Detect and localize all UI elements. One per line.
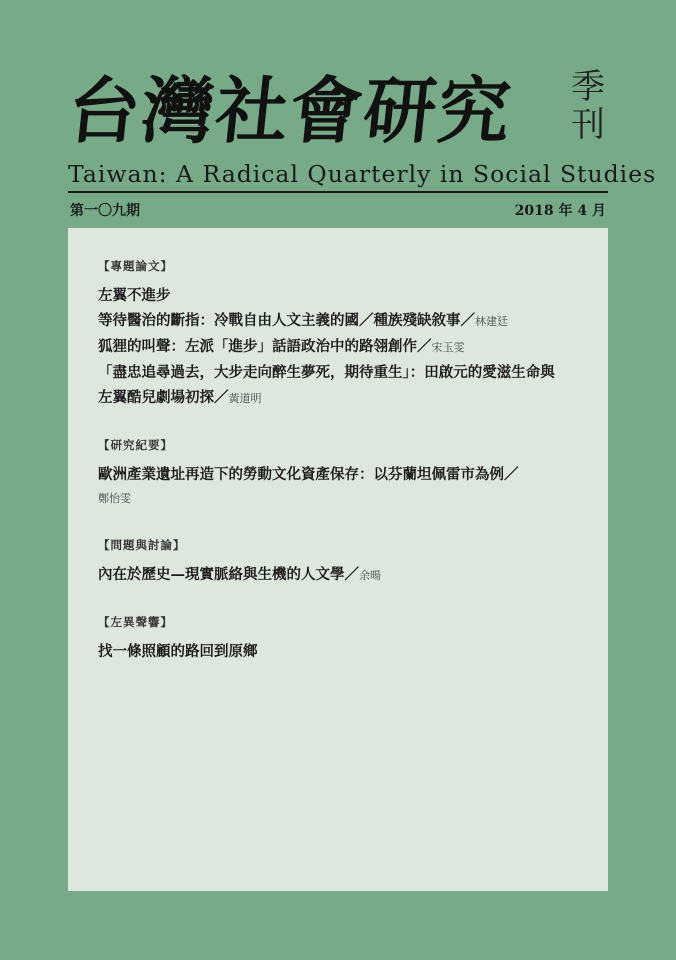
section-left-voices bbox=[98, 614, 588, 664]
article-author: 鄭怡雯 bbox=[98, 492, 131, 505]
article-title: 歐洲產業遺址再造下的勞動文化資產保存：以芬蘭坦佩雷市為例／ bbox=[98, 466, 519, 483]
section-research-notes bbox=[98, 437, 588, 511]
article-author: 宋玉雯 bbox=[431, 341, 465, 354]
section-label: 【研究紀要】 bbox=[98, 438, 173, 452]
list-item bbox=[98, 334, 588, 360]
section-feature-articles bbox=[98, 258, 588, 411]
journal-logo bbox=[63, 66, 548, 156]
journal-subtitle: Taiwan: A Radical Quarterly in Social Studies bbox=[68, 160, 657, 188]
article-author: 黃道明 bbox=[228, 392, 262, 405]
section-label: 【專題論文】 bbox=[98, 259, 173, 273]
header-divider bbox=[68, 191, 608, 193]
issue-date: 2018 年 4 月 bbox=[514, 203, 606, 219]
journal-title: 台灣社會研究 bbox=[63, 68, 517, 153]
article-title: 找一條照顧的路回到原鄉 bbox=[98, 643, 258, 660]
section-discussion bbox=[98, 537, 588, 588]
article-title-continued: 左翼酷兒劇場初探／ bbox=[98, 389, 229, 406]
list-item bbox=[98, 562, 588, 588]
article-title: 左翼不進步 bbox=[98, 287, 171, 304]
article-author: 余暘 bbox=[359, 569, 381, 582]
list-item bbox=[98, 639, 588, 664]
list-item bbox=[98, 360, 588, 411]
section-label: 【左異聲響】 bbox=[98, 615, 173, 629]
article-author: 林建廷 bbox=[475, 315, 508, 328]
list-item bbox=[98, 308, 588, 334]
article-title: 等待醫治的斷指：冷戰自由人文主義的國／種族殘缺敘事／ bbox=[98, 312, 475, 329]
issue-number: 第一〇九期 bbox=[70, 203, 140, 219]
article-title: 「盡忠追尋過去，大步走向醉生夢死，期待重生」：田啟元的愛滋生命與 bbox=[98, 364, 555, 381]
quarterly-label: 季刊 bbox=[571, 67, 605, 145]
article-title: 狐狸的叫聲：左派「進步」話語政治中的路翎創作／ bbox=[98, 338, 432, 355]
list-item bbox=[98, 462, 588, 487]
list-item bbox=[98, 283, 588, 308]
article-title: 內在於歷史—現實脈絡與生機的人文學／ bbox=[98, 566, 359, 583]
table-of-contents bbox=[68, 228, 608, 891]
section-label: 【問題與討論】 bbox=[98, 538, 186, 552]
